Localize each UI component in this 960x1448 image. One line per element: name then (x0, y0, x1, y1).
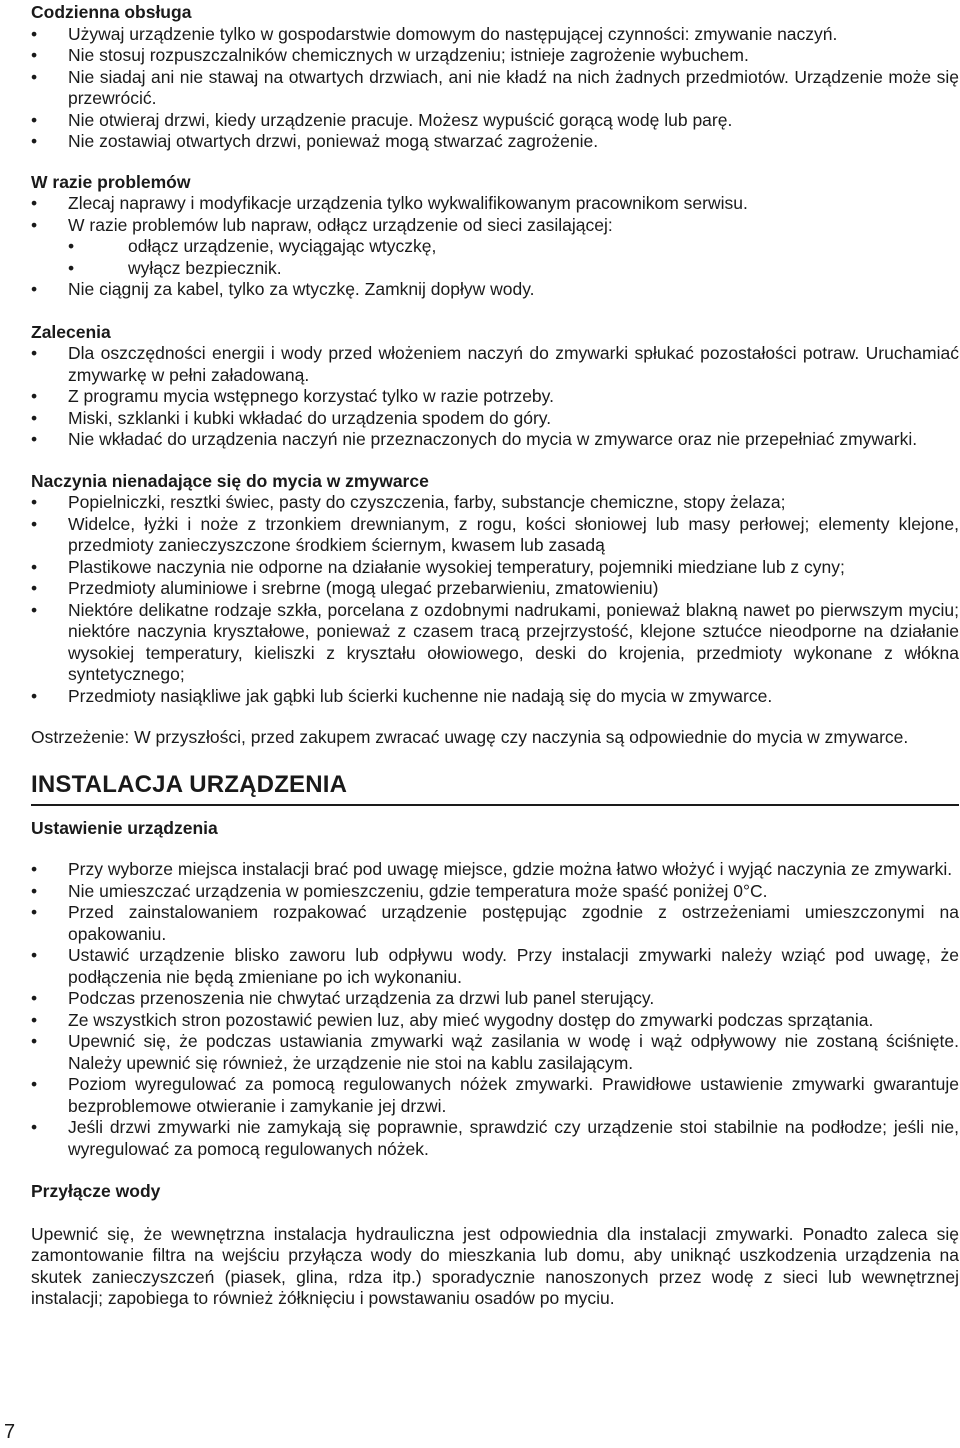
water-connection-title: Przyłącze wody (31, 1181, 161, 1201)
unsuitable-title: Naczynia nienadające się do mycia w zmywarce (31, 470, 429, 491)
list-item: • Nie otwieraj drzwi, kiedy urządzenie pracuje. Możesz wypuścić gorącą wodę lub parę. (31, 110, 959, 132)
list-item: • Zlecaj naprawy i modyfikacje urządzenia tylko wykwalifikowanym pracownikom serwisu. (31, 193, 959, 215)
list-item: • Nie ciągnij za kabel, tylko za wtyczkę. Zamknij dopływ wody. (31, 279, 959, 301)
list-item: • Poziom wyregulować za pomocą regulowanych nóżek zmywarki. Prawidłowe ustawienie zmywarki gwarantuje bezproblemowe otwieranie i zamykanie jej drzwi. (31, 1074, 959, 1117)
list-item: • Niektóre delikatne rodzaje szkła, porcelana z ozdobnymi nadrukami, ponieważ blakną nawet po pierwszym myciu; niektóre naczynia kryształowe, ponieważ z czasem tracą przejrzystość, klejone sztućce nieodporne na działanie wysokiej temperatury, kieliszki z kryształu ołowiowego, deski do krojenia, przedmioty wykonane z włókna syntetycznego; (31, 600, 959, 686)
recommendations-list (31, 343, 959, 451)
water-connection-text: Upewnić się, że wewnętrzna instalacja hydrauliczna jest odpowiednia dla instalacji zmywarki. Ponadto zaleca się zamontowanie filtra na wejściu przyłącza wody do mieszkania lub domu, aby uniknąć uszkodzenia urządzenia na skutek zanieczyszczeń (piasek, glina, rdza itp.) sporadycznie nanoszonych przez wodę z sieci lub wewnętrznej instalacji; zapobiega to również żółknięciu i powstawaniu osadów po myciu. (31, 1223, 959, 1308)
list-item: • Popielniczki, resztki świec, pasty do czyszczenia, farby, substancje chemiczne, stopy żelaza; (31, 492, 959, 514)
daily-use-section (31, 2, 959, 153)
sublist-item: • odłącz urządzenie, wyciągając wtyczkę, (68, 236, 959, 258)
list-item: • Przedmioty nasiąkliwe jak gąbki lub ścierki kuchenne nie nadają się do mycia w zmywarce. (31, 686, 959, 708)
recommendations-section (31, 322, 959, 451)
list-item: • Przy wyborze miejsca instalacji brać pod uwagę miejsce, gdzie można łatwo włożyć i wyjąć naczynia ze zmywarki. (31, 859, 959, 881)
list-item: • Nie umieszczać urządzenia w pomieszczeniu, gdzie temperatura może spaść poniżej 0°C. (31, 881, 959, 903)
sublist-item: • wyłącz bezpiecznik. (68, 258, 959, 280)
list-item: • Używaj urządzenie tylko w gospodarstwie domowym do następującej czynności: zmywanie naczyń. (31, 24, 959, 46)
warning-note: Ostrzeżenie: W przyszłości, przed zakupem zwracać uwagę czy naczynia są odpowiednie do mycia w zmywarce. (31, 727, 909, 747)
page-number: 7 (4, 1421, 16, 1443)
placement-section (31, 818, 959, 1161)
list-item: • Ze wszystkich stron pozostawić pewien luz, aby mieć wygodny dostęp do zmywarki podczas sprzątania. (31, 1010, 959, 1032)
problems-list (31, 193, 959, 301)
list-item: • Nie siadaj ani nie stawaj na otwartych drzwiach, ani nie kładź na nich żadnych przedmiotów. Urządzenie może się przewrócić. (31, 67, 959, 110)
disconnect-sublist (68, 236, 959, 279)
placement-list (31, 859, 959, 1160)
list-item: • Plastikowe naczynia nie odporne na działanie wysokiej temperatury, pojemniki miedziane lub z cyny; (31, 557, 959, 579)
list-item (31, 215, 959, 280)
list-item: • Dla oszczędności energii i wody przed włożeniem naczyń do zmywarki spłukać pozostałości potraw. Uruchamiać zmywarkę w pełni załadowaną. (31, 343, 959, 386)
list-item: • Upewnić się, że podczas ustawiania zmywarki wąż zasilania w wodę i wąż odpływowy nie zostaną ściśnięte. Należy upewnić się również, że urządzenie nie stoi na kablu zasilającym. (31, 1031, 959, 1074)
list-item: • Nie stosuj rozpuszczalników chemicznych w urządzeniu; istnieje zagrożenie wybuchem. (31, 45, 959, 67)
list-item: • Przed zainstalowaniem rozpakować urządzenie postępując zgodnie z ostrzeżeniami umieszczonymi na opakowaniu. (31, 902, 959, 945)
list-item: • Jeśli drzwi zmywarki nie zamykają się poprawnie, sprawdzić czy urządzenie stoi stabilnie na podłodze; jeśli nie, wyregulować za pomocą regulowanych nóżek. (31, 1117, 959, 1160)
unsuitable-section (31, 471, 959, 708)
list-item: • Ustawić urządzenie blisko zaworu lub odpływu wody. Przy instalacji zmywarki należy wziąć pod uwagę, że podłączenia nie będą zmieniane po ich wykonaniu. (31, 945, 959, 988)
daily-use-title: Codzienna obsługa (31, 2, 192, 22)
list-item: • Podczas przenoszenia nie chwytać urządzenia za drzwi lub panel sterujący. (31, 988, 959, 1010)
list-item: • Miski, szklanki i kubki wkładać do urządzenia spodem do góry. (31, 408, 959, 430)
placement-title: Ustawienie urządzenia (31, 817, 218, 838)
unsuitable-list (31, 492, 959, 707)
problems-section (31, 172, 959, 301)
manual-page (31, 2, 959, 1310)
installation-heading: INSTALACJA URZĄDZENIA (31, 770, 959, 806)
list-item-text: W razie problemów lub napraw, odłącz urządzenie od sieci zasilającej: (68, 214, 613, 235)
daily-use-list (31, 24, 959, 153)
list-item: • Nie zostawiaj otwartych drzwi, ponieważ mogą stwarzać zagrożenie. (31, 131, 959, 153)
list-item: • Widelce, łyżki i noże z trzonkiem drewnianym, z rogu, kości słoniowej lub masy perłowej; elementy klejone, przedmioty zanieczyszczone środkiem ściernym, kwasem lub zasadą (31, 514, 959, 557)
list-item: • Nie wkładać do urządzenia naczyń nie przeznaczonych do mycia w zmywarce oraz nie przepełniać zmywarki. (31, 429, 959, 451)
list-item: • Przedmioty aluminiowe i srebrne (mogą ulegać przebarwieniu, zmatowieniu) (31, 578, 959, 600)
problems-title: W razie problemów (31, 171, 191, 192)
recommendations-title: Zalecenia (31, 321, 111, 342)
list-item: • Z programu mycia wstępnego korzystać tylko w razie potrzeby. (31, 386, 959, 408)
water-connection-section (31, 1181, 959, 1310)
